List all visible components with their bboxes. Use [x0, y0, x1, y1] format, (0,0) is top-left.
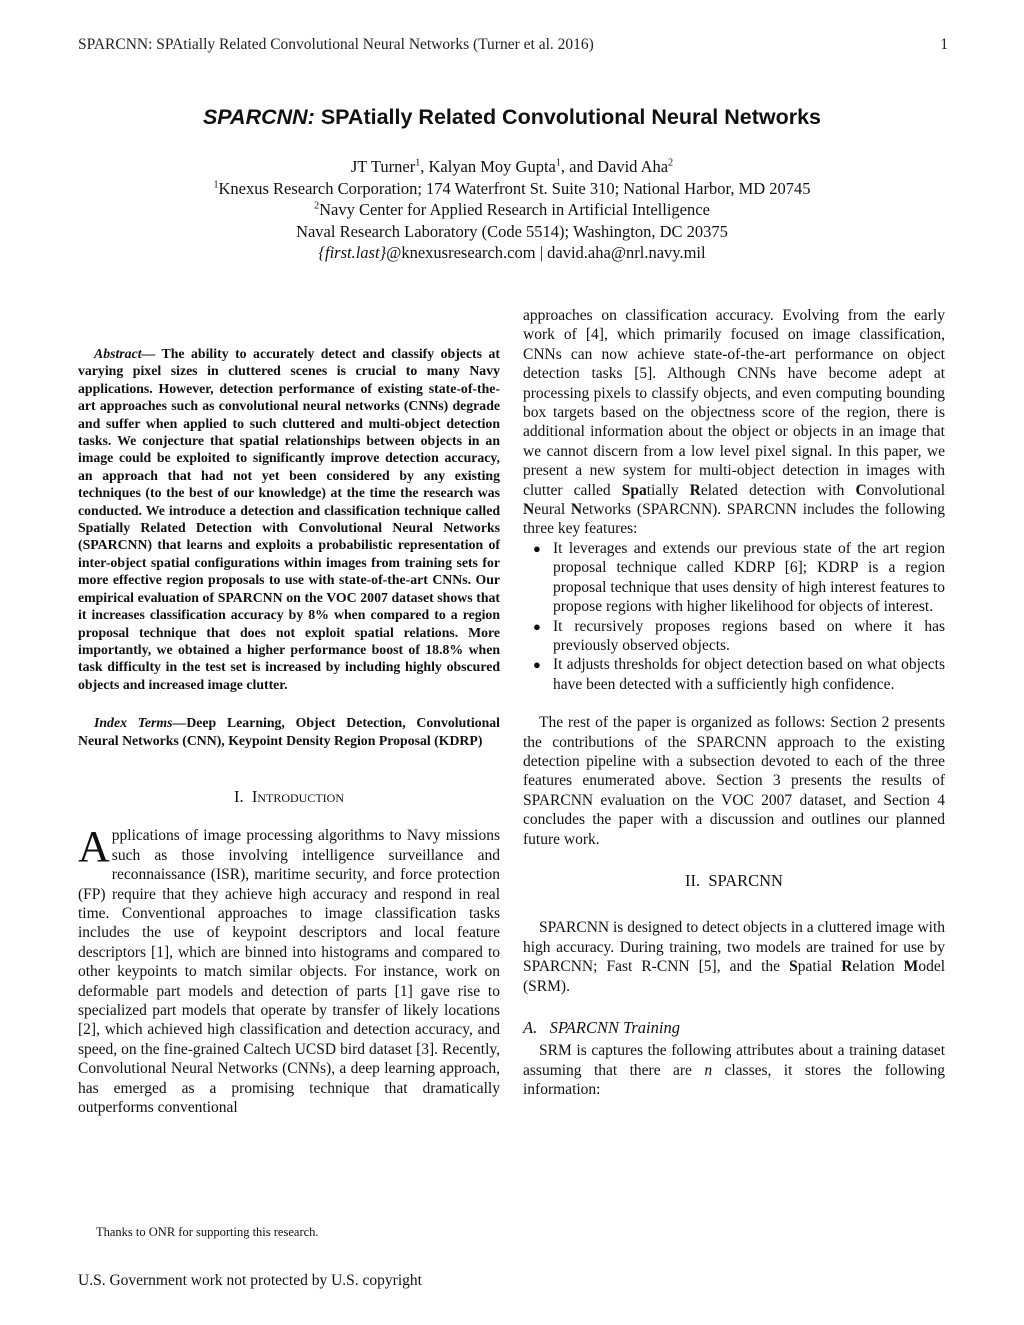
- list-item-text: It adjusts thresholds for object detection based on what objects have been detected with a sufficiently high confidence.: [553, 656, 945, 693]
- email-pattern: {first.last}: [318, 243, 387, 262]
- acronym-rest-onvolutional: onvolutional: [866, 481, 946, 499]
- acronym-rest-elated: elated detection with: [700, 481, 856, 499]
- bullet-icon: ●: [533, 540, 541, 556]
- acronym-letter-spa: Spa: [621, 481, 647, 499]
- srm-text-end: classes, it stores the following information:: [523, 1061, 946, 1099]
- sparcnn-text: SPARCNN is designed to detect objects in a cluttered image with high accuracy. During training, two models are trained for use by SPARCNN; Fast R-CNN [5], and the: [523, 919, 945, 976]
- srm-text: SRM is captures the following attributes about a training dataset assuming that there are: [523, 1042, 945, 1079]
- author-1: JT Turner: [350, 157, 416, 176]
- section-2-heading: [523, 871, 945, 890]
- paper-title-italic: SPARCNN:: [202, 105, 315, 129]
- abstract-text: The ability to accurately detect and classify objects at varying pixel sizes in cluttered scenes is crucial to many Navy applications. However, detection performance of existing state-of-the-art approaches such as convolutional neural networks (CNNs) degrade and suffer when applied to such cluttered and multi-object detection tasks. We conjecture that spatial relationships between objects in an image could be exploited to significantly improve detection accuracy, an approach that had not yet been considered by any existing techniques (to the best of our knowledge) at the time the research was conducted. We introduce a detection and classification technique called Spatially Related Detection with Convolutional Neural Networks (SPARCNN) that learns and exploits a probabilistic representation of inter-object spatial configurations within images from training sets for more effective region proposals to use with state-of-the-art CNNs. Our empirical evaluation of SPARCNN on the VOC 2007 dataset shows that it increases classification accuracy by 8% when compared to a region proposal technique that does not exploit spatial relations. More importantly, we obtained a higher performance boost of 18.8% when task difficulty in the test set is increased by including highly obscured objects and increased image clutter.: [78, 346, 500, 692]
- affiliation-1-text: Knexus Research Corporation; 174 Waterfront St. Suite 310; National Harbor, MD 20745: [218, 178, 811, 198]
- acronym-letter-s: S: [789, 958, 798, 976]
- copyright-notice: U.S. Government work not protected by U.S. copyright: [78, 1272, 422, 1289]
- section-1-heading: [78, 787, 500, 806]
- author-2: , Kalyan Moy Gupta: [420, 157, 556, 176]
- affiliation-2-mark: 2: [314, 200, 320, 212]
- footnote: Thanks to ONR for supporting this research.: [96, 1225, 319, 1239]
- acronym-letter-m: M: [903, 958, 919, 976]
- affiliation-1-mark: 1: [213, 179, 219, 190]
- subsection-label: A.: [523, 1018, 538, 1037]
- acronym-rest-odel: odel (SRM).: [523, 958, 945, 995]
- sparcnn-paragraph: [523, 918, 945, 996]
- section-2-numeral: II.: [685, 870, 701, 890]
- running-title: SPARCNN: SPAtially Related Convolutional Neural Networks (Turner et al. 2016): [78, 36, 594, 53]
- bullet-icon: ●: [533, 657, 541, 673]
- acronym-letter-n2: N: [570, 501, 583, 519]
- author-1-affiliation-mark: 1: [415, 157, 421, 169]
- author-2-affiliation-mark: 1: [555, 157, 561, 169]
- abstract: [78, 345, 500, 693]
- variable-n: n: [704, 1061, 713, 1079]
- bullet-icon: ●: [533, 618, 541, 634]
- running-header: [78, 36, 948, 54]
- subsection-a-heading: [523, 1018, 945, 1037]
- acronym-rest-eural: eural: [534, 501, 571, 519]
- left-column: [78, 345, 500, 1117]
- author-3-affiliation-mark: 2: [668, 157, 674, 169]
- feature-list: [523, 539, 945, 694]
- acronym-rest-elation: elation: [852, 958, 904, 976]
- organization-paragraph: The rest of the paper is organized as follows: Section 2 presents the contributions of the SPARCNN approach to the existing detection pipeline with a subsection devoted to each of the three features enumerated above. Section 3 presents the results of SPARCNN evaluation on the VOC 2007 dataset, and Section 4 concludes the paper with a discussion and outlines our planned future work.: [523, 714, 945, 848]
- srm-paragraph: [523, 1041, 945, 1099]
- acronym-letter-r2: R: [841, 958, 853, 976]
- drop-cap: A: [78, 822, 110, 872]
- list-item-text: It recursively proposes regions based on where it has previously observed objects.: [553, 617, 945, 654]
- abstract-label: Abstract—: [94, 346, 156, 361]
- acronym-rest-etworks: etworks (SPARCNN). SPARCNN includes the following three key features:: [523, 501, 945, 538]
- affiliation-2: [0, 199, 1024, 221]
- section-2-title: SPARCNN: [708, 870, 783, 890]
- list-item: [533, 655, 945, 694]
- introduction-continued: [523, 306, 945, 539]
- subsection-title: SPARCNN Training: [549, 1018, 680, 1037]
- right-column: [523, 306, 945, 1100]
- acronym-letter-r: R: [689, 481, 701, 499]
- affiliation-1: [0, 178, 1024, 200]
- introduction-text: pplications of image processing algorithms to Navy missions such as those involving intelligence surveillance and reconnaissance (ISR), maritime security, and force protection (FP) require that they achieve high accuracy and respond in real time. Conventional approaches to image classification tasks includes the use of keypoint descriptors and local feature descriptors [1], which are binned into histograms and compared to other keypoints to match similar objects. For instance, work on deformable part models and detection of parts [1] gave rise to specialized part models that operate by transfer of likely locations [2], which achieved high classification and detection accuracy, and speed, on the fine-grained Caltech UCSD bird dataset [3]. Recently, Convolutional Neural Networks (CNNs), a deep learning approach, has emerged as a promising technique that dramatically outperforms conventional: [78, 827, 500, 1117]
- index-terms-label: Index Terms: [94, 715, 173, 731]
- list-item-text: It leverages and extends our previous state of the art region proposal technique called KDRP [6]; KDRP is a region proposal technique that uses density of high interest features to propose regions with higher likelihood for objects of interest.: [553, 539, 945, 616]
- email-addresses: @knexusresearch.com | david.aha@nrl.navy.mil: [386, 243, 706, 262]
- list-item: [533, 617, 945, 656]
- acronym-letter-c: C: [855, 481, 867, 499]
- paper-title: [0, 105, 1024, 130]
- page-number: 1: [940, 36, 948, 53]
- section-1-numeral: I.: [233, 786, 244, 806]
- section-1-title: Introduction: [251, 786, 345, 806]
- affiliation-2-text: Navy Center for Applied Research in Artificial Intelligence: [319, 200, 710, 219]
- authors-block: [0, 156, 1024, 264]
- intro-cont-text: approaches on classification accuracy. Evolving from the early work of [4], which primarily focused on image classification, CNNs can now achieve state-of-the-art performance on object detection tasks [5]. Although CNNs have become adept at processing pixels to classify objects, and even computing bounding box targets based on the objectness score of the region, there is additional information about the object or objects in an image that we cannot discern from a low level pixel signal. In this paper, we present a new system for multi-object detection in images with clutter called: [523, 307, 945, 499]
- affiliation-3: Naval Research Laboratory (Code 5514); Washington, DC 20375: [296, 221, 728, 241]
- index-terms-text: —Deep Learning, Object Detection, Convolutional Neural Networks (CNN), Keypoint Density Region Proposal (KDRP): [78, 715, 500, 748]
- author-3: , and David Aha: [560, 157, 669, 176]
- list-item: [533, 539, 945, 617]
- author-line: [0, 156, 1024, 178]
- acronym-rest-patial: patial: [797, 958, 842, 976]
- paper-title-rest: SPAtially Related Convolutional Neural Networks: [314, 105, 822, 129]
- introduction-paragraph: [78, 822, 500, 1117]
- author-emails[interactable]: [0, 242, 1024, 264]
- index-terms: [78, 714, 500, 749]
- acronym-letter-n: N: [523, 501, 535, 519]
- acronym-rest-tially: tially: [646, 481, 690, 499]
